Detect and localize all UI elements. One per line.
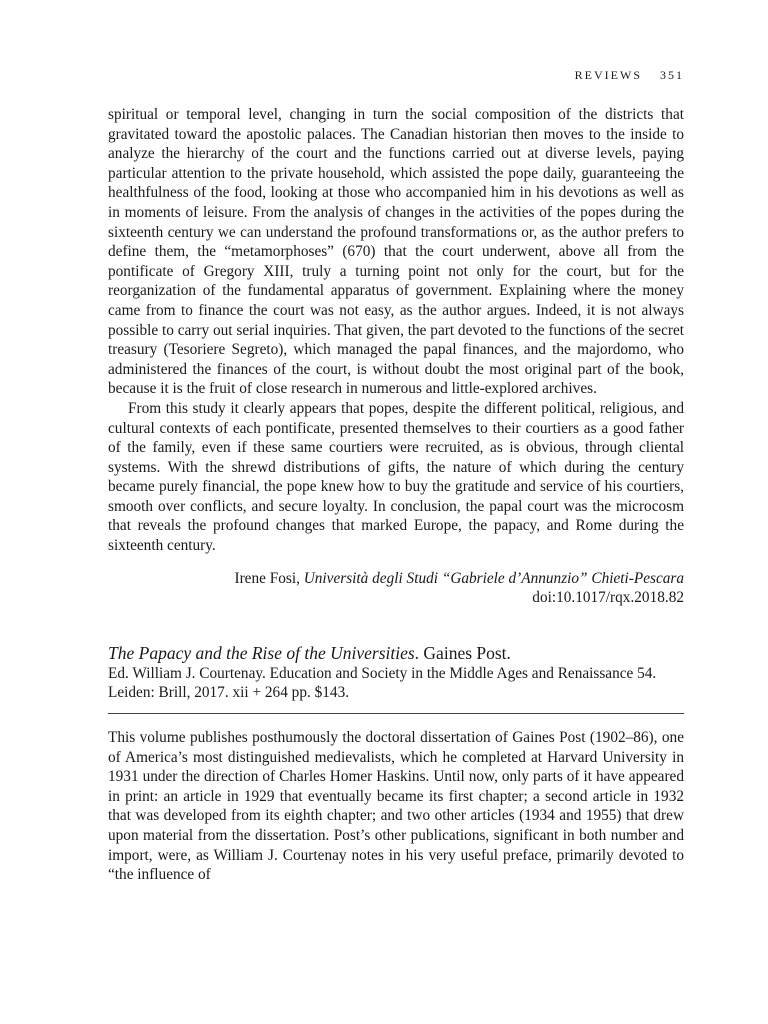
review-paragraph: spiritual or temporal level, changing in turn the social composition of the districts that gravitated toward the apostolic palaces. The Canadian historian then moves to the inside to analyze the hierarchy of the court and the functions carried out at diverse levels, paying particular attention to the private household, which assisted the pope daily, guaranteeing the healthfulness of the food, looking at those who accompanied him in his devotions as well as in moments of leisure. From the analysis of changes in the activities of the popes during the sixteenth century we can understand the profound transformations or, as the author prefers to define them, the “metamorphoses” (670) that the court underwent, above all from the pontificate of Gregory XIII, truly a turning point not only for the court, but for the reorganization of the fundamental apparatus of government. Explaining where the money came from to finance the court was not easy, as the author argues. Indeed, it is not always possible to carry out serial inquiries. That given, the part devoted to the functions of the secret treasury (Tesoriere Segreto), which managed the papal finances, and the majordomo, who administered the finances of the court, is without doubt the most original part of the book, because it is the fruit of close research in numerous and little-explored archives. [108, 106, 684, 398]
book-author: . Gaines Post. [414, 642, 511, 663]
book-entry [108, 642, 684, 714]
book-title: The Papacy and the Rise of the Universities [108, 642, 415, 663]
reviewer-affiliation: Università degli Studi “Gabriele d’Annunzio” Chieti-Pescara [303, 569, 684, 587]
page-body [108, 105, 684, 885]
review-paragraph: This volume publishes posthumously the doctoral dissertation of Gaines Post (1902–86), one of America’s most distinguished medievalists, which he completed at Harvard University in 1931 under the direction of Charles Homer Haskins. Until now, only parts of it have appeared in print: an article in 1929 that eventually became its first chapter; a second article in 1932 that was developed from its eighth chapter; and two other articles (1934 and 1955) that drew upon material from the dissertation. Post’s other publications, significant in both number and import, were, as William J. Courtenay notes in his very useful preface, primarily devoted to “the influence of [108, 729, 684, 884]
section-title: REVIEWS [574, 68, 642, 82]
review-paragraph: From this study it clearly appears that popes, despite the different political, religious, and cultural contexts of each pontificate, presented themselves to their courtiers as a good father of the family, even if these same courtiers were recruited, as is obvious, through cliental systems. With the shrewd distributions of gifts, the nature of which during the century became purely financial, the pope knew how to buy the gratitude and service of his courtiers, smooth over conflicts, and secure loyalty. In conclusion, the papal court was the microcosm that reveals the profound changes that marked Europe, the papacy, and Rome during the sixteenth century. [108, 399, 684, 555]
reviewer-name: Irene Fosi, [234, 569, 300, 587]
reviewer-signature [108, 569, 684, 608]
page-number: 351 [660, 68, 684, 82]
book-title-line [108, 642, 684, 664]
book-meta-publisher: Leiden: Brill, 2017. xii + 264 pp. $143. [108, 684, 350, 702]
review-doi: doi:10.1017/rqx.2018.82 [532, 589, 684, 607]
book-meta-editor: Ed. William J. Courtenay. Education and Society in the Middle Ages and Renaissance 54. [108, 664, 657, 682]
divider [108, 713, 684, 714]
running-header [108, 68, 684, 83]
